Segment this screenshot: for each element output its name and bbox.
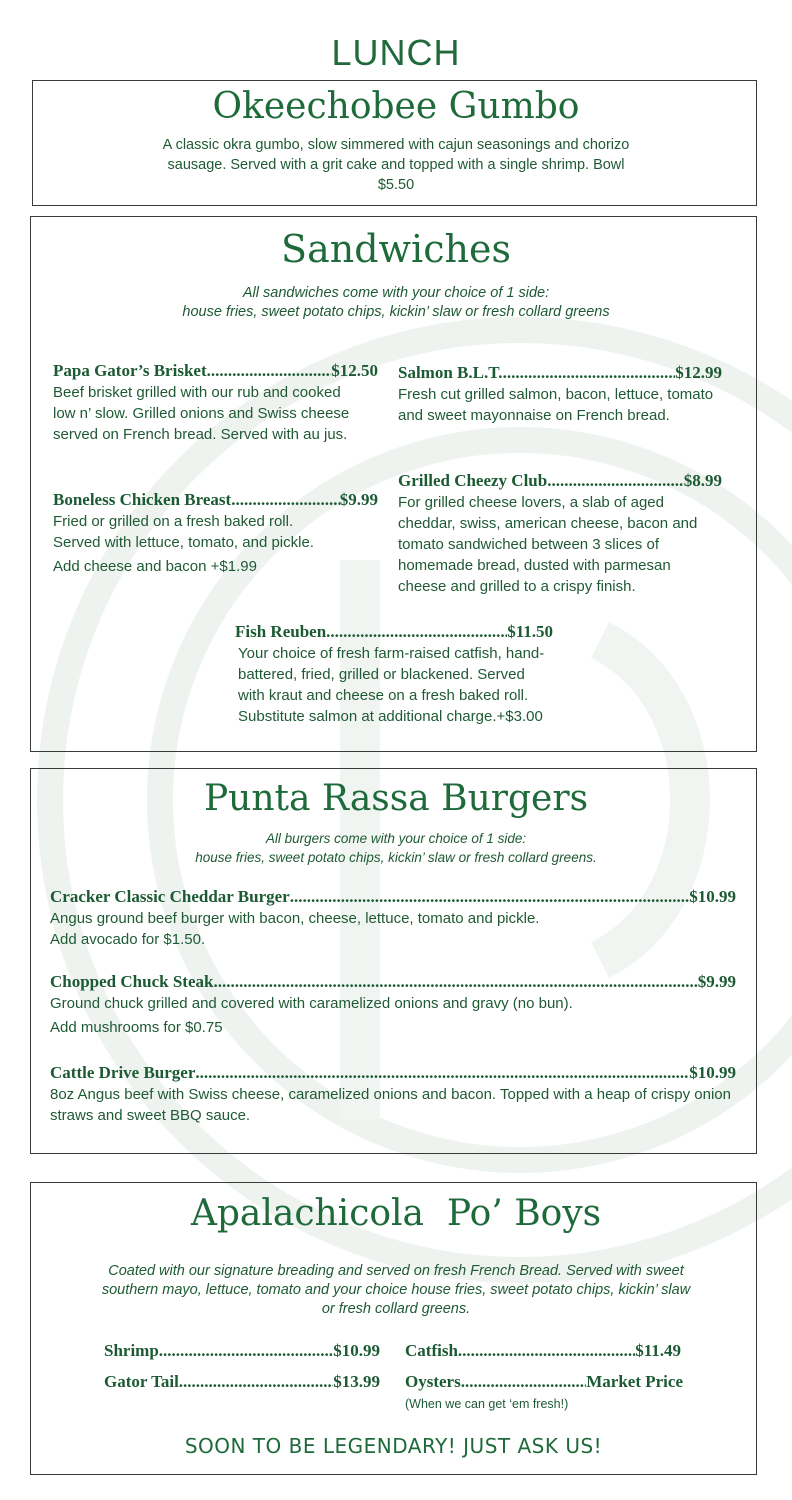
menu-item (405, 1341, 681, 1361)
item-description: Beef brisket grilled with our rub and cooked low n’ slow. Grilled onions and Swiss cheese served on French bread. Served with au jus. (53, 384, 350, 443)
gumbo-title (0, 86, 792, 127)
item-description: Fresh cut grilled salmon, bacon, lettuce, tomato and sweet mayonnaise on French bread. (398, 386, 714, 424)
item-price: $9.99 (697, 972, 736, 991)
item-description: Your choice of fresh farm-raised catfish, hand-battered, fried, grilled or blackened. Served with kraut and cheese on a fresh baked roll. Substitute salmon at additional charge.+$3.00 (238, 645, 545, 725)
menu-item (104, 1341, 380, 1361)
item-name: Fish Reuben (235, 622, 327, 641)
menu-item (398, 363, 722, 426)
item-name: Gator Tail (104, 1372, 179, 1391)
item-addon: Add cheese and bacon +$1.99 (53, 558, 257, 575)
gumbo-title-word1: Okeechobee (212, 86, 438, 127)
item-price: $10.99 (689, 887, 736, 906)
gumbo-description: A classic okra gumbo, slow simmered with cajun seasonings and chorizo sausage. Served with a grit cake and topped with a single shrimp. Bowl $5.50 (162, 137, 630, 193)
item-price: $12.50 (331, 361, 378, 380)
item-name: Grilled Cheezy Club (398, 471, 548, 490)
item-price: $9.99 (339, 490, 378, 509)
item-price: $12.99 (675, 363, 722, 382)
menu-item (398, 471, 722, 597)
gumbo-title-word2: Gumbo (448, 86, 580, 127)
item-price: $10.99 (689, 1063, 736, 1082)
item-price: Market Price (586, 1372, 683, 1391)
item-description: Ground chuck grilled and covered with caramelized onions and gravy (no bun). (50, 995, 573, 1012)
sandwiches-title: Sandwiches (281, 227, 511, 271)
item-note: (When we can get ‘em fresh!) (405, 1397, 569, 1411)
burgers-subtitle-line1: All burgers come with your choice of 1 side: (265, 831, 527, 846)
item-name: Papa Gator’s Brisket (53, 361, 207, 380)
item-price: $11.50 (507, 622, 553, 641)
item-description: Angus ground beef burger with bacon, cheese, lettuce, tomato and pickle. (50, 910, 540, 927)
menu-item (405, 1372, 683, 1415)
menu-item (50, 887, 736, 950)
menu-item (104, 1372, 380, 1392)
menu-item (50, 972, 736, 1038)
sandwiches-subtitle-line2: house fries, sweet potato chips, kickin’ slaw or fresh collard greens (182, 304, 610, 320)
item-name: Salmon B.L.T. (398, 363, 503, 382)
item-price: $10.99 (333, 1341, 380, 1360)
page-title: LUNCH (331, 32, 461, 73)
menu-item (53, 490, 378, 577)
burgers-title: Punta Rassa Burgers (203, 778, 589, 819)
poboys-title: Apalachicola Po’ Boys (190, 1193, 602, 1234)
item-name: Shrimp (104, 1341, 159, 1360)
item-name: Chopped Chuck Steak (50, 972, 214, 991)
item-price: $8.99 (683, 471, 722, 490)
item-price: $13.99 (333, 1372, 380, 1391)
item-name: Cracker Classic Cheddar Burger (50, 887, 290, 906)
item-addon: Add avocado for $1.50. (50, 931, 206, 948)
poboys-footer-tagline: SOON TO BE LEGENDARY! JUST ASK US! (184, 1434, 603, 1458)
item-name: Boneless Chicken Breast (53, 490, 232, 509)
item-description: Fried or grilled on a fresh baked roll. Served with lettuce, tomato, and pickle. (53, 513, 314, 551)
menu-item (235, 622, 553, 727)
poboys-subtitle: Coated with our signature breading and served on fresh French Bread. Served with sweet southern mayo, lettuce, tomato and your choice house fries, sweet potato chips, kickin’ slaw or fresh collard greens. (101, 1263, 691, 1317)
sandwiches-subtitle-line1: All sandwiches come with your choice of 1 side: (242, 285, 550, 301)
menu-item (53, 361, 378, 445)
item-addon: Add mushrooms for $0.75 (50, 1019, 223, 1036)
item-name: Oysters (405, 1372, 461, 1391)
burgers-subtitle-line2: house fries, sweet potato chips, kickin’ slaw or fresh collard greens. (195, 850, 597, 865)
item-description: For grilled cheese lovers, a slab of aged cheddar, swiss, american cheese, bacon and tomato sandwiched between 3 slices of homemade bread, dusted with parmesan cheese and grilled to a crispy finish. (398, 494, 698, 595)
item-name: Cattle Drive Burger (50, 1063, 196, 1082)
item-name: Catfish (405, 1341, 458, 1360)
menu-item (50, 1063, 736, 1126)
item-description: 8oz Angus beef with Swiss cheese, caramelized onions and bacon. Topped with a heap of crispy onion straws and sweet BBQ sauce. (50, 1086, 731, 1124)
item-price: $11.49 (635, 1341, 681, 1360)
